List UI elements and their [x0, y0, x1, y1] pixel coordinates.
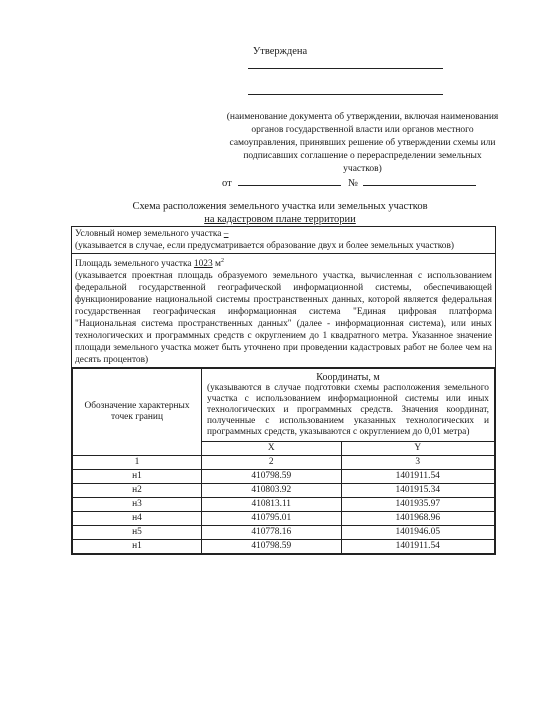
approved-heading: Утверждена	[252, 46, 308, 57]
coords-header-row	[73, 369, 495, 442]
y-value: 1401935.97	[341, 498, 494, 512]
x-value: 410813.11	[202, 498, 342, 512]
area-row	[72, 254, 496, 368]
x-value: 410803.92	[202, 484, 342, 498]
date-number-row	[222, 178, 476, 189]
point-name: н4	[73, 512, 202, 526]
signature-line-1	[248, 68, 443, 69]
index-cell: 1	[73, 456, 202, 470]
signature-line-2	[248, 94, 443, 95]
main-table	[71, 226, 496, 555]
y-header: Y	[341, 442, 494, 456]
table-row	[73, 470, 495, 484]
area-hint: (указывается проектная площадь образуемого земельного участка, вычисленная с использованием федеральной государственной географической информационной системы, обеспечивающей функционирование национальной системы пространственных данных, которой является федеральная государственная географическая информационная система "Единая цифровая платформа "Национальная система пространственных данных" (далее - информационная система), или иных технологических и программных средств с округлением до 1 квадратного метра. Указанное значение площади земельного участка может быть уточнено при проведении кадастровых работ не более чем на десять процентов)	[75, 271, 492, 366]
x-value: 410798.59	[202, 470, 342, 484]
conditional-number-hint: (указывается в случае, если предусматривается образование двух и более земельных участков)	[75, 241, 455, 251]
area-unit-sup: 2	[220, 258, 224, 264]
y-value: 1401968.96	[341, 512, 494, 526]
coords-header-hint: (указываются в случае подготовки схемы расположения земельного участка с использованием информационной системы или иных технологических и программных средств. Значения координат, полученные с использованием указанных технологических и программных средств, указываются с округлением до 0,01 метра)	[207, 383, 489, 438]
y-value: 1401915.34	[341, 484, 494, 498]
coords-header	[202, 369, 495, 442]
area-unit: м	[215, 259, 221, 270]
x-value: 410798.59	[202, 540, 342, 554]
point-name: н5	[73, 526, 202, 540]
number-field	[363, 185, 476, 186]
conditional-number-row	[72, 227, 496, 254]
coords-header-title: Координаты, м	[316, 372, 380, 384]
number-label: №	[347, 178, 358, 189]
x-value: 410778.16	[202, 526, 342, 540]
point-name: н2	[73, 484, 202, 498]
approval-note: (наименование документа об утверждении, включая наименования органов государственной власти или органов местного самоуправления, принявших решение об утверждении схемы или подписавших соглашение о перераспределении земельных участков)	[226, 112, 499, 174]
x-value: 410795.01	[202, 512, 342, 526]
area-value: 1023	[193, 259, 213, 270]
y-value: 1401911.54	[341, 540, 494, 554]
index-cell: 2	[202, 456, 342, 470]
points-header: Обозначение характерных точек границ	[73, 369, 202, 456]
point-name: н1	[73, 470, 202, 484]
table-row	[73, 526, 495, 540]
y-value: 1401911.54	[341, 470, 494, 484]
index-row	[73, 456, 495, 470]
table-row	[73, 484, 495, 498]
conditional-number-value: –	[223, 229, 229, 239]
table-row	[73, 512, 495, 526]
table-row	[73, 498, 495, 512]
from-label: от	[222, 178, 232, 189]
schema-title-line2: на кадастровом плане территории	[204, 214, 356, 225]
point-name: н3	[73, 498, 202, 512]
index-cell: 3	[341, 456, 494, 470]
point-name: н1	[73, 540, 202, 554]
x-header: X	[202, 442, 342, 456]
coordinates-table	[72, 368, 495, 554]
schema-title-line1: Схема расположения земельного участка или земельных участков	[132, 201, 428, 212]
conditional-number-label: Условный номер земельного участка –	[75, 229, 229, 239]
area-label: Площадь земельного участка 1023 $м^2$	[75, 258, 224, 270]
schema-title	[0, 200, 560, 226]
coords-row	[72, 368, 496, 555]
table-row	[73, 540, 495, 554]
date-field	[238, 185, 341, 186]
y-value: 1401946.05	[341, 526, 494, 540]
